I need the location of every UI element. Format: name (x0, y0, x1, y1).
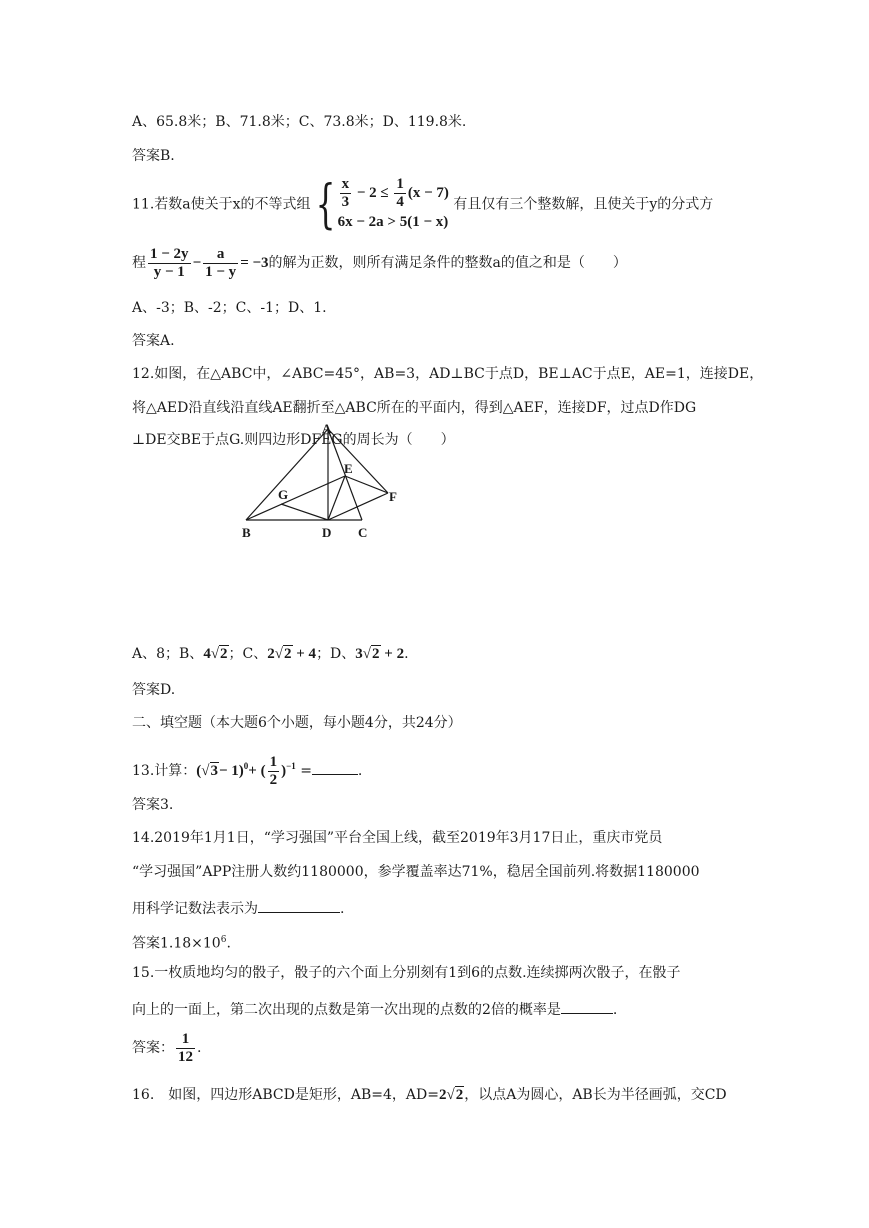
q14-line3: 用科学记数法表示为 . (132, 896, 344, 919)
section-heading: 二、填空题（本大题6个小题，每小题4分，共24分） (132, 715, 462, 731)
label-b: B (242, 525, 251, 540)
q11-options: A、-3；B、-2；C、-1；D、1. (132, 300, 327, 316)
q15-line2: 向上的一面上，第二次出现的点数是第一次出现的点数的2倍的概率是 . (132, 997, 617, 1020)
frac-x-over-3: $\frac{x}{3}$ (341, 176, 350, 210)
inequality-system (338, 176, 449, 233)
q12-line2: 将△AED沿直线沿直线AE翻折至△ABC所在的平面内，得到△AEF，连接DF，过点D作DG (132, 400, 697, 416)
segment-af (328, 429, 388, 493)
q11-line2: 程 $\frac{1 - 2y}{y - 1}$ − $\frac{a}{1 - y}$ = −3的解为正数，则所有满足条件的整数a的值之和是（ ） (132, 246, 627, 281)
label-d: D (322, 525, 332, 540)
answer-blank (312, 758, 358, 775)
system-brace: { (315, 174, 335, 235)
q14-line2: “学习强国”APP注册人数约1180000，参学覆盖率达71%，稳居全国前列.将数据1180000 (132, 864, 700, 880)
q16-line1: 16. 如图，四边形ABCD是矩形，AB=4，AD=2√2，以点A为圆心，AB长为半径画弧，交CD (132, 1087, 727, 1103)
q12-answer: 答案D. (132, 682, 176, 698)
q13-expression: $(√3- 1)^0+$ ( $\frac{1}{2}$ )$^{-1}$ (196, 754, 296, 789)
q13-answer: 答案3. (132, 797, 174, 813)
answer-blank (561, 997, 613, 1014)
frac-1-over-4: $\frac{1}{4}$ (396, 176, 404, 210)
q11-stem-start: 11.若数a使关于x的不等式组 (132, 196, 311, 213)
triangle-figure (236, 420, 411, 545)
q13-line: 13.计算：$(√3- 1)^0+$ ( $\frac{1}{2}$ )$^{-1}$ = . (132, 754, 363, 789)
label-e: E (344, 461, 353, 476)
answer-blank (258, 896, 340, 913)
q12-line1: 12.如图，在△ABC中，∠ABC=45°，AB=3，AD⊥BC于点D，BE⊥AC于点E，AE=1，连接DE， (132, 366, 764, 382)
q15-answer: 答案： $\frac{1}{12}$ . (132, 1030, 202, 1065)
q14-answer: 答案$1.18\times 10^6$. (132, 935, 231, 952)
q12-options: A、8；B、4√2；C、2√2 + 4；D、3√2 + 2. (132, 646, 409, 662)
q11-answer: 答案A. (132, 333, 175, 349)
q12-line3: ⊥DE交BE于点G.则四边形DFEG的周长为（ ） (132, 432, 455, 448)
inequality-1: $\frac{x}{3}$ − 2 ≤ $\frac{1}{4}$ (x − 7) (341, 176, 449, 210)
fractional-equation: $\frac{1 - 2y}{y - 1}$ − $\frac{a}{1 - y}$ = −3 (150, 246, 269, 281)
q10-answer: 答案B. (132, 148, 175, 164)
inequality-2: 6x − 2a > 5(1 − x) (337, 214, 449, 230)
q11-line1 (132, 176, 713, 233)
q10-options: A、65.8米；B、71.8米；C、73.8米；D、119.8米. (132, 114, 467, 130)
label-f: F (389, 489, 397, 504)
label-g: G (278, 487, 289, 502)
segment-dg (281, 504, 328, 520)
label-a: A (322, 421, 332, 436)
q11-stem-mid: 有且仅有三个整数解，且使关于y的分式方 (453, 196, 714, 213)
q14-line1: 14.2019年1月1日，“学习强国”平台全国上线，截至2019年3月17日止，重庆市党员 (132, 830, 663, 846)
q15-line1: 15.一枚质地均匀的骰子，骰子的六个面上分别刻有1到6的点数.连续掷两次骰子，在骰子 (132, 965, 681, 981)
label-c: C (358, 525, 368, 540)
